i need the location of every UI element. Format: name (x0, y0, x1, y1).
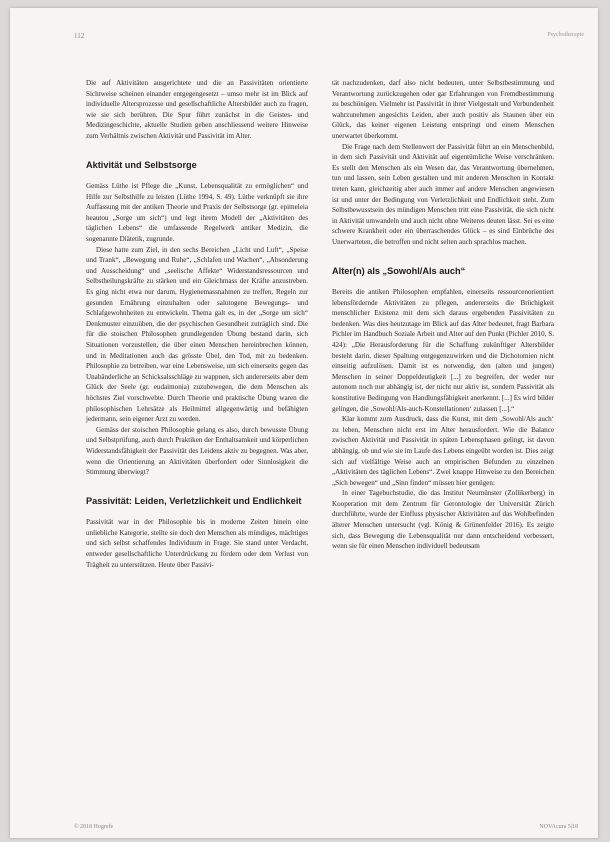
footer-journal: NOVAcura 5|18 (539, 824, 578, 830)
page-number: 112 (74, 32, 85, 40)
body-paragraph: Die Frage nach dem Stellenwert der Passivität führt an ein Menschenbild, in dem sich Passivität und Aktivität auf eigentümliche Weise verschränken. Es stellt den Menschen als ein Wesen dar, das Verantwortung übernehmen, tun und lassen, sein Leben gestalten und mit anderen Menschen in Kontakt treten kann, gleichzeitig aber auch immer auf andere Menschen angewiesen ist und unter der Bedingung von Verletzlichkeit und Endlichkeit steht. Zum Selbstbewusstsein des mündigen Menschen tritt eine Passivität, die sich nicht in Aktivität umwandeln und auch nicht ohne Weiteres deuten lässt. Sei es eine schwere Krankheit oder ein überraschendes Glück – es sind Einbrüche des Unerwarteten, die betroffen und nicht selten auch sprachlos machen. (332, 142, 554, 246)
section-heading-activity: Aktivität und Selbstsorge (86, 159, 197, 170)
body-paragraph: Klar kommt zum Ausdruck, dass die Kunst, mit dem ‚Sowohl/Als auch‘ zu leben, Menschen nicht erst im Alter herausfordert. Wie die Balance zwischen Aktivität und Passivität in späten Lebensphasen gelingt, ist davon abhängig, ob und wie sie im Laufe des Lebens eingeübt worden ist. Dies zeigt sich auf vielfältige Weise auch an empirischen Befunden zu einzelnen „Aktivitäten des täglichen Lebens“. Zwei knappe Hinweise zu den Bereichen „Sich bewegen“ und „Sinn finden“ müssen hier genügen: (332, 415, 554, 487)
body-paragraph: In einer Tagebuchstudie, die das Institut Neumünster (Zollikerberg) in Kooperation mit dem Zentrum für Gerontologie der Universität Zürich durchführte, wurde der Einfluss physischer Aktivitäten auf das Wohlbefinden älterer Menschen untersucht (vgl. König & Grünenfelder 2016). Es zeigte sich, dass Bewegung die Lebensqualität nur dann entscheidend verbessert, wenn sie für einen Menschen individuell bedeutsam (332, 489, 554, 551)
body-paragraph: Gemäss Lüthe ist Pflege die „Kunst, Lebensqualität zu ermöglichen“ und Hilfe zur Selbsthilfe zu leisten (Lüthe 1994, S. 49). Lüthe verknüpft sie ihre Auffassung mit der antiken Theorie und Praxis der Selbstsorge (gr. epimeleia heautou „Sorge um sich“) und legt ihrem Modell der „Aktivitäten des täglichen Lebens“ die umfassende Regelwerk antiker Medizin, die sogenannte Diätetik, zugrunde. (86, 182, 308, 244)
footer-copyright: © 2018 Hogrefe (74, 824, 114, 830)
document-page (10, 8, 598, 838)
body-paragraph: tät nachzudenken, darf also nicht bedeuten, unter Selbstbestimmung und Verantwortung zurückzugehen oder gar Erfahrungen von Fremdbestimmung zu beschönigen. Vielmehr ist Passivität in ihrer Vielgestalt und Verbundenheit wahrzunehmen angesichts Leiden, aber auch positiv als Staunen über ein Glück, das keiner eigenen Leistung entspringt und einem Menschen unerwartet überkommt. (332, 79, 554, 140)
section-heading-passivity: Passivität: Leiden, Verletzlichkeit und Endlichkeit (86, 495, 302, 506)
left-column (86, 78, 308, 570)
body-paragraph: Bereits die antiken Philosophen empfahlen, einerseits ressourcenorientiert lebensfördernde Aktivitäten zu pflegen, andererseits die Brüchigkeit menschlicher Existenz mit dem sich daraus ergebenden Passivitäten zu bedenken. Was dies heutzutage im Blick auf das Alter bedeutet, fragt Barbara Pichler im Handbuch Soziale Arbeit und Alter auf den Punkt (Pichler 2010, S. 424): „Die Herausforderung für die Schaffung zukünftiger Altersbilder besteht darin, dieser Spaltung entgegenzuwirken und die Dichotomien nicht einseitig aufzulösen. Damit ist es notwendig, den (alten und jungen) Menschen in seiner Doppeldeutigkeit [...] zu begreifen, der weder nur autonom noch nur abhängig ist, der nicht nur aktiv ist, sondern Passivität als konstitutive Bedingung von Handlungsfähigkeit anerkennt. [...] Es wird bilder gelingen, die ‚Sowohl/Als-auch-Konstellationen‘ zulassen [...].“ (332, 288, 554, 413)
body-paragraph: Gemäss der stoischen Philosophie gelang es also, durch bewusste Übung und Selbstprüfung, auch durch Praktiken der Enthaltsamkeit und körperlichen Widerstandsfähigkeit der Passivität des Leidens aktiv zu begegnen. Was aber, wenn die Orientierung an Aktivitäten überfordert oder Sinnlosigkeit die Stimmung überwiegt? (86, 425, 308, 477)
intro-paragraph: Die auf Aktivitäten ausgerichtete und die an Passivitäten orientierte Sichtweise scheinen einander entgegengesetzt – umso mehr ist im Blick auf individuelle Altersprozesse und gesellschaftliche Altersbilder auch zu fragen, wie sie sich berühren. Die Spur führt zunächst in die Geistes- und Medizingeschichte, aktuelle Studien geben anschliessend weitere Hinweise zum Verhältnis zwischen Aktivität und Passivität im Alter. (86, 79, 308, 140)
body-paragraph: Passivität war in der Philosophie bis in moderne Zeiten hinein eine unliebliche Kategorie, stellte sie doch den Menschen als mündiges, mächtiges und sich selbst schaffendes Individuum in Frage. Sie stand unter Verdacht, entweder gesellschaftliche Unterdrückung zu fördern oder dem Verlust von Trägheit zu unterstützen. Heute über Passivi- (86, 518, 308, 569)
body-paragraph: Diese hatte zum Ziel, in den sechs Bereichen „Licht und Luft“, „Speise und Trank“, „Bewegung und Ruhe“, „Schlafen und Wachen“, „Absonderung und Ausscheidung“ und „seelische Affekte“ Widerstandsressourcen und Selbstheilungskräfte zu stärken und ein Gleichmass der Kräfte anzustreben. Es ging nicht etwa nur darum, Hygienemassnahmen zu treffen, Regeln zur gesunden Ernährung einzuhalten oder salutogene Bewegungs- und Schlafgewohnheiten zu entwickeln. Thema galt es, in der „Sorge um sich“ Denkmuster einzuüben, die der psychischen Gesundheit zuträglich sind. Die für die stoischen Philosophen grundlegenden Übung bestand darin, sich Situationen vorzustellen, die über einen Menschen hereinbrechen können, und in Meditationen auch das grösste Übel, den Tod, mit zu bedenken. Philosophie zu betreiben, war eine Lebensweise, um sich einerseits gegen das Unabänderliche an Schicksalsschläge zu wappnen, sich andererseits aber dem Glück der Seele (gr. eudaimonia) zuzubewegen, die dem Menschen als höchstes Ziel vorschwebte. Durch Theorie und praktische Übung waren die philosophischen Lehrsätze als Heilmittel allgegenwärtig und befähigten jedermann, sein eigener Arzt zu werden. (86, 245, 308, 424)
journal-title: Psychotherapie (547, 32, 584, 38)
section-heading-ageing: Alter(n) als „Sowohl/Als auch“ (332, 265, 466, 276)
right-column (332, 78, 554, 552)
